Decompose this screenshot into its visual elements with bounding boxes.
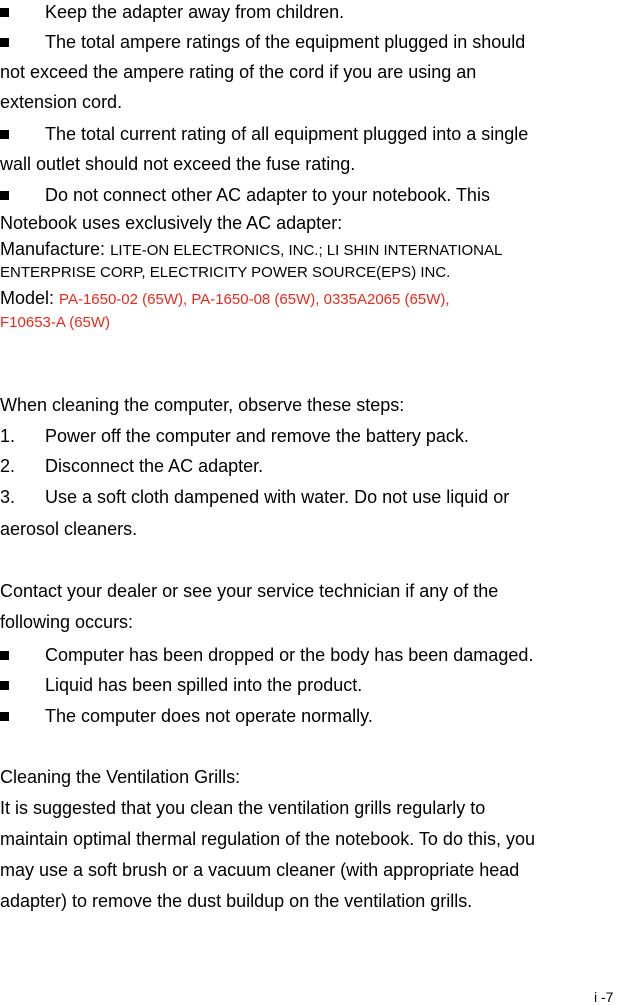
bullet-square (0, 3, 9, 17)
bullet-square (0, 186, 9, 200)
adapter-bullet-4: Do not connect other AC adapter to your notebook. This (45, 185, 490, 205)
grills-heading: Cleaning the Ventilation Grills: (0, 767, 241, 787)
contact-bullet: Liquid has been spilled into the product. (45, 675, 363, 695)
bullet-square (0, 676, 9, 690)
model-value: PA-1650-02 (65W), PA-1650-08 (65W), 0335A2065 (65W), (59, 291, 450, 308)
model-label: Model: (0, 288, 55, 308)
step-number: 2. (0, 456, 16, 476)
contact-intro: Contact your dealer or see your service technician if any of the (0, 581, 499, 601)
adapter-bullet-4-cont: Notebook uses exclusively the AC adapter: (0, 213, 343, 233)
contact-bullet: The computer does not operate normally. (45, 706, 373, 726)
adapter-bullet-1: Keep the adapter away from children. (45, 2, 345, 22)
adapter-bullet-3-cont: wall outlet should not exceed the fuse rating. (0, 154, 356, 174)
model-line-1 (0, 289, 450, 307)
grills-text: maintain optimal thermal regulation of the notebook. To do this, you (0, 829, 535, 849)
grills-text: may use a soft brush or a vacuum cleaner (with appropriate head (0, 860, 520, 880)
step-number: 3. (0, 487, 16, 507)
bullet-square (0, 707, 9, 721)
manufacture-label: Manufacture: (0, 239, 106, 259)
step-text: Disconnect the AC adapter. (45, 456, 264, 476)
manufacture-line-1 (0, 240, 502, 258)
manufacture-value: LITE-ON ELECTRONICS, INC.; LI SHIN INTERNATIONAL (110, 242, 503, 259)
page-number: i -7 (594, 989, 614, 1005)
grills-text: It is suggested that you clean the ventilation grills regularly to (0, 798, 486, 818)
step-text: Power off the computer and remove the battery pack. (45, 426, 469, 446)
contact-bullet: Computer has been dropped or the body has been damaged. (45, 645, 534, 665)
cleaning-intro: When cleaning the computer, observe these steps: (0, 395, 405, 415)
adapter-bullet-3: The total current rating of all equipment plugged into a single (45, 124, 529, 144)
contact-intro-cont: following occurs: (0, 612, 134, 632)
adapter-bullet-2-cont: extension cord. (0, 92, 123, 112)
bullet-square (0, 125, 9, 139)
step-text: Use a soft cloth dampened with water. Do not use liquid or (45, 487, 510, 507)
adapter-bullet-2-cont: not exceed the ampere rating of the cord if you are using an (0, 62, 477, 82)
bullet-square (0, 33, 9, 47)
manufacture-value-cont: ENTERPRISE CORP, ELECTRICITY POWER SOURCE(EPS) INC. (0, 264, 451, 281)
bullet-square (0, 646, 9, 660)
grills-text: adapter) to remove the dust buildup on the ventilation grills. (0, 891, 473, 911)
step-number: 1. (0, 426, 16, 446)
adapter-bullet-2: The total ampere ratings of the equipment plugged in should (45, 32, 526, 52)
model-value-cont: F10653-A (65W) (0, 314, 111, 331)
step-3-cont: aerosol cleaners. (0, 519, 138, 539)
